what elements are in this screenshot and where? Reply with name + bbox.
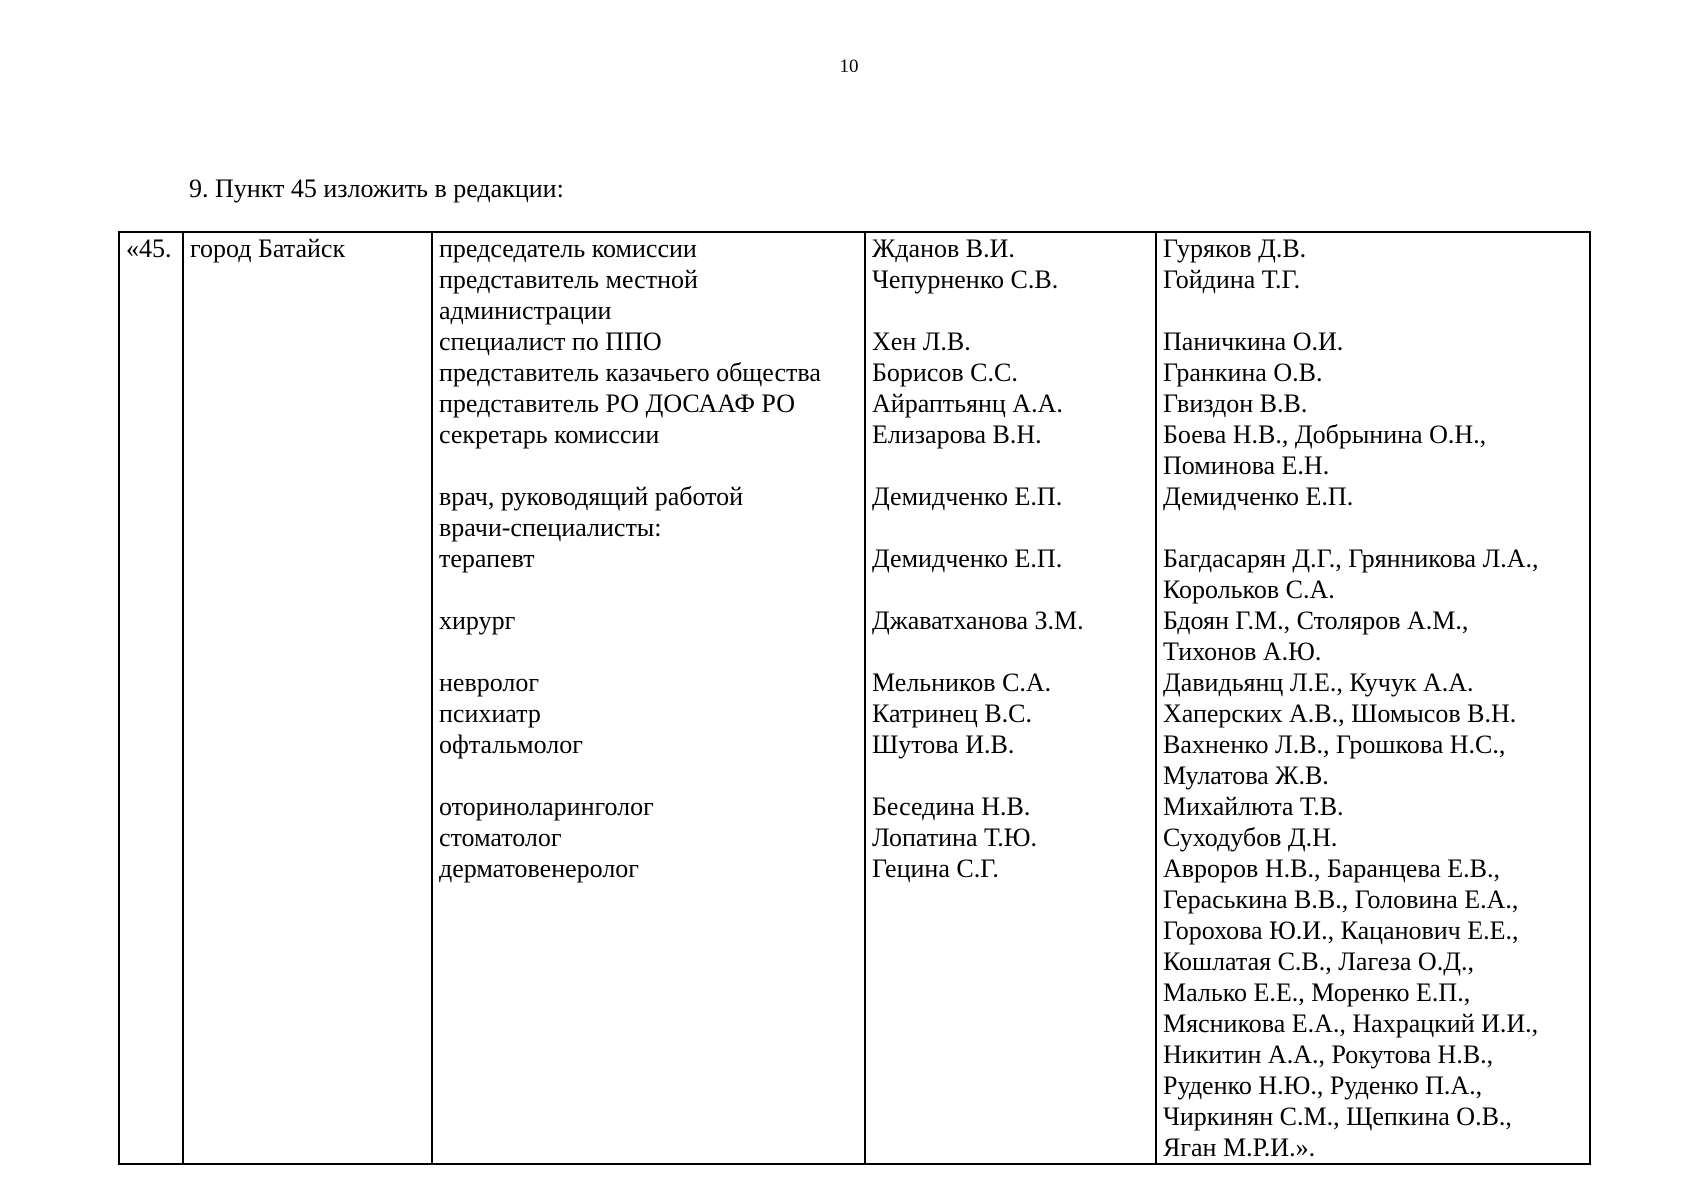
role-line: врачи-специалисты:: [439, 513, 662, 542]
main-member-line: Айраптьянц А.А.: [872, 389, 1063, 418]
main-member-line: Жданов В.И.: [872, 234, 1015, 263]
item-number-cell: [119, 232, 183, 1164]
blank-line: [1163, 512, 1583, 543]
blank-line: [439, 946, 858, 977]
reserve-member-line: Суходубов Д.Н.: [1163, 823, 1338, 852]
main-member-line: Хен Л.В.: [872, 327, 971, 356]
blank-line: [872, 1132, 1149, 1163]
reserve-member-line: Мулатова Ж.В.: [1163, 761, 1329, 790]
role-line: представитель РО ДОСААФ РО: [439, 389, 795, 418]
role-line: дерматовенеролог: [439, 854, 639, 883]
blank-line: [872, 1039, 1149, 1070]
amendment-intro: 9. Пункт 45 изложить в редакции:: [189, 174, 564, 203]
blank-line: [872, 1008, 1149, 1039]
reserve-member-line: Давидьянц Л.Е., Кучук А.А.: [1163, 668, 1474, 697]
page-number: 10: [839, 56, 859, 77]
role-column: [432, 232, 865, 1164]
blank-line: [872, 512, 1149, 543]
reserve-member-column: [1156, 232, 1590, 1164]
reserve-member-line: Хаперских А.В., Шомысов В.Н.: [1163, 699, 1517, 728]
role-line: представитель казачьего общества: [439, 358, 821, 387]
blank-line: [872, 760, 1149, 791]
reserve-member-line: Бдоян Г.М., Столяров А.М.,: [1163, 606, 1469, 635]
commission-table: [118, 231, 1591, 1165]
table-row: [119, 232, 1590, 1164]
reserve-member-line: Авроров Н.В., Баранцева Е.В.,: [1163, 854, 1501, 883]
blank-line: [872, 884, 1149, 915]
main-member-line: Лопатина Т.Ю.: [872, 823, 1038, 852]
main-member-line: Демидченко Е.П.: [872, 544, 1063, 573]
reserve-member-line: Руденко Н.Ю., Руденко П.А.,: [1163, 1071, 1483, 1100]
blank-line: [439, 884, 858, 915]
role-line: администрации: [439, 296, 612, 325]
main-member-line: Борисов С.С.: [872, 358, 1018, 387]
role-line: стоматолог: [439, 823, 562, 852]
main-member-line: Чепурненко С.В.: [872, 265, 1059, 294]
blank-line: [439, 915, 858, 946]
blank-line: [439, 450, 858, 481]
reserve-member-line: Кошлатая С.В., Лагеза О.Д.,: [1163, 947, 1474, 976]
role-line: врач, руководящий работой: [439, 482, 744, 511]
main-member-line: Беседина Н.В.: [872, 792, 1031, 821]
blank-line: [872, 1070, 1149, 1101]
reserve-member-line: Поминова Е.Н.: [1163, 451, 1330, 480]
reserve-member-line: Гвиздон В.В.: [1163, 389, 1308, 418]
item-number: «45.: [126, 234, 172, 263]
reserve-member-line: Вахненко Л.В., Грошкова Н.С.,: [1163, 730, 1506, 759]
reserve-member-line: Корольков С.А.: [1163, 575, 1335, 604]
reserve-member-line: Гуряков Д.В.: [1163, 234, 1307, 263]
reserve-member-line: Гойдина Т.Г.: [1163, 265, 1301, 294]
blank-line: [439, 636, 858, 667]
blank-line: [872, 946, 1149, 977]
reserve-member-line: Тихонов А.Ю.: [1163, 637, 1322, 666]
role-line: специалист по ППО: [439, 327, 662, 356]
blank-line: [439, 977, 858, 1008]
blank-line: [439, 1039, 858, 1070]
reserve-member-line: Боева Н.В., Добрынина О.Н.,: [1163, 420, 1487, 449]
blank-line: [872, 977, 1149, 1008]
blank-line: [872, 574, 1149, 605]
main-member-line: Елизарова В.Н.: [872, 420, 1042, 449]
main-member-line: Мельников С.А.: [872, 668, 1052, 697]
reserve-member-line: Михайлюта Т.В.: [1163, 792, 1344, 821]
blank-line: [872, 450, 1149, 481]
blank-line: [1163, 295, 1583, 326]
blank-line: [872, 295, 1149, 326]
main-member-column: [865, 232, 1156, 1164]
reserve-member-line: Чиркинян С.М., Щепкина О.В.,: [1163, 1102, 1512, 1131]
role-line: хирург: [439, 606, 516, 635]
role-line: секретарь комиссии: [439, 420, 660, 449]
reserve-member-line: Никитин А.А., Рокутова Н.В.,: [1163, 1040, 1494, 1069]
role-line: оториноларинголог: [439, 792, 654, 821]
city-cell: [183, 232, 432, 1164]
role-line: офтальмолог: [439, 730, 583, 759]
reserve-member-line: Мясникова Е.А., Нахрацкий И.И.,: [1163, 1009, 1539, 1038]
reserve-member-line: Гранкина О.В.: [1163, 358, 1323, 387]
reserve-member-line: Гераськина В.В., Головина Е.А.,: [1163, 885, 1519, 914]
main-member-line: Катринец В.С.: [872, 699, 1033, 728]
blank-line: [872, 915, 1149, 946]
main-member-line: Джаватханова З.М.: [872, 606, 1084, 635]
main-member-line: Демидченко Е.П.: [872, 482, 1063, 511]
reserve-member-line: Малько Е.Е., Моренко Е.П.,: [1163, 978, 1471, 1007]
blank-line: [439, 1132, 858, 1163]
blank-line: [872, 1101, 1149, 1132]
reserve-member-line: Яган М.Р.И.».: [1163, 1133, 1316, 1162]
reserve-member-line: Горохова Ю.И., Кацанович Е.Е.,: [1163, 916, 1519, 945]
blank-line: [872, 636, 1149, 667]
blank-line: [439, 1101, 858, 1132]
blank-line: [439, 760, 858, 791]
role-line: невролог: [439, 668, 540, 697]
blank-line: [439, 1008, 858, 1039]
reserve-member-line: Демидченко Е.П.: [1163, 482, 1354, 511]
role-line: психиатр: [439, 699, 541, 728]
main-member-line: Гецина С.Г.: [872, 854, 999, 883]
blank-line: [439, 574, 858, 605]
reserve-member-line: Паничкина О.И.: [1163, 327, 1344, 356]
city-name: город Батайск: [190, 234, 346, 263]
reserve-member-line: Багдасарян Д.Г., Грянникова Л.А.,: [1163, 544, 1539, 573]
role-line: представитель местной: [439, 265, 698, 294]
role-line: терапевт: [439, 544, 535, 573]
blank-line: [439, 1070, 858, 1101]
role-line: председатель комиссии: [439, 234, 697, 263]
main-member-line: Шутова И.В.: [872, 730, 1015, 759]
